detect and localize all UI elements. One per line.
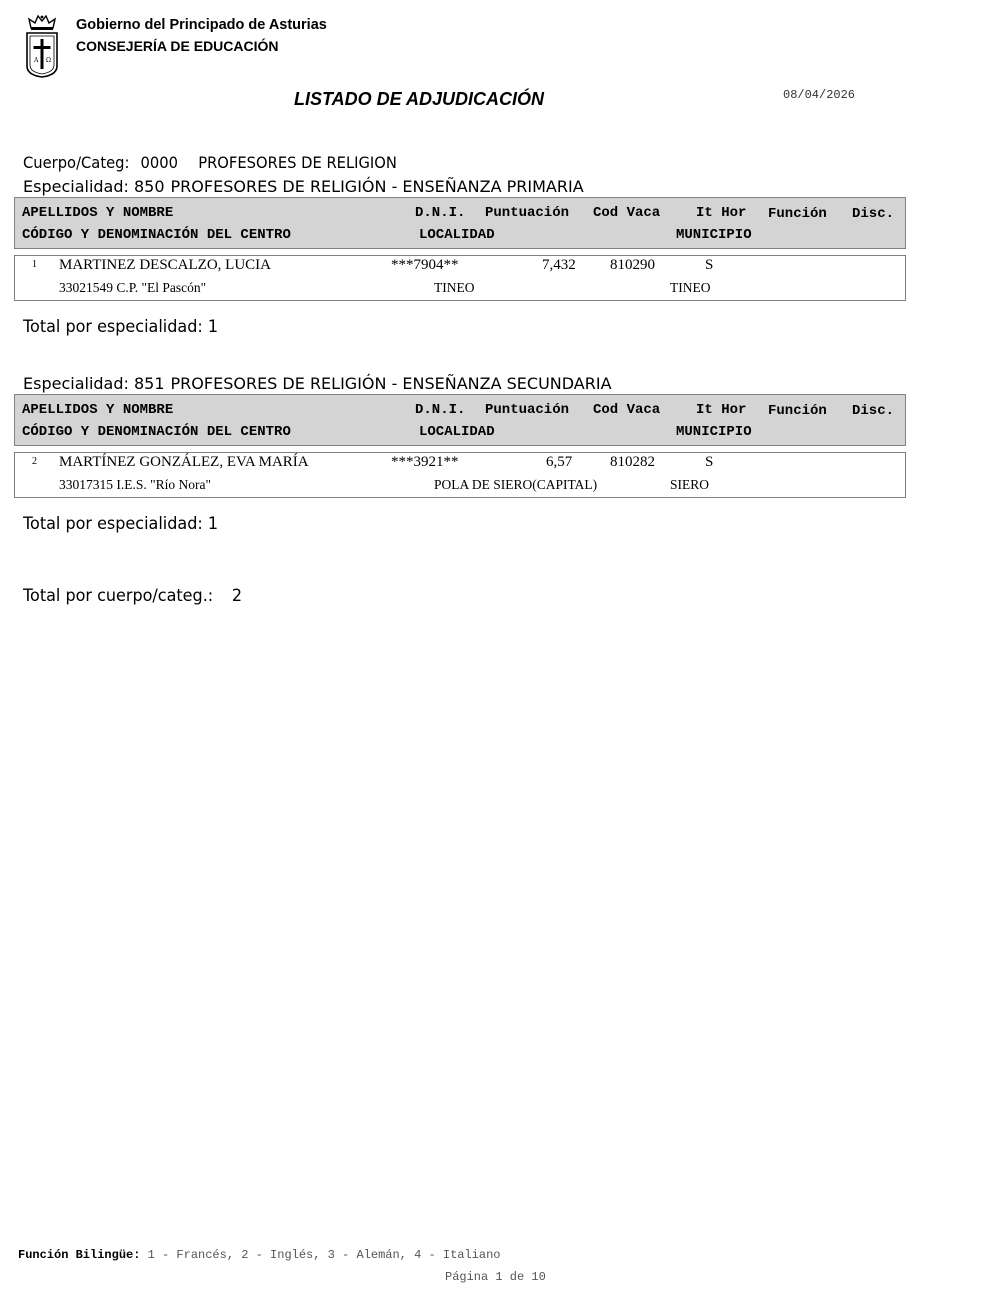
col-puntuacion: Puntuación xyxy=(485,205,570,221)
record-dni: ***7904** xyxy=(391,257,459,273)
record-cod-vaca: 810290 xyxy=(610,257,655,273)
total-cuerpo xyxy=(23,586,242,605)
especialidad-name: PROFESORES DE RELIGIÓN - ENSEÑANZA SECUNDARIA xyxy=(170,374,612,393)
total-especialidad-value: 1 xyxy=(207,317,219,336)
col-it-hor: It Hor xyxy=(696,205,747,221)
col-municipio: MUNICIPIO xyxy=(676,227,752,243)
record-centro: 33017315 I.E.S. "Río Nora" xyxy=(59,477,212,492)
cuerpo-code: 0000 xyxy=(140,153,178,172)
svg-text:Ω: Ω xyxy=(46,57,51,64)
especialidad-label: Especialidad: xyxy=(23,374,129,393)
col-dni: D.N.I. xyxy=(415,205,466,221)
total-cuerpo-label: Total por cuerpo/categ.: xyxy=(23,586,214,605)
government-name: Gobierno del Principado de Asturias xyxy=(76,17,327,33)
total-especialidad xyxy=(23,514,218,533)
col-disc: Disc. xyxy=(852,403,895,419)
footer-legend-label: Función Bilingüe: xyxy=(18,1248,141,1262)
col-cod-vaca: Cod Vaca xyxy=(593,205,661,221)
especialidad-label: Especialidad: xyxy=(23,177,129,196)
table-row xyxy=(14,255,906,301)
record-it: S xyxy=(705,257,714,273)
department-name: CONSEJERÍA DE EDUCACIÓN xyxy=(76,38,279,54)
col-localidad: LOCALIDAD xyxy=(419,424,495,440)
col-funcion: Función xyxy=(768,206,827,222)
especialidad-code: 850 xyxy=(133,177,165,196)
table-row xyxy=(14,452,906,498)
record-puntuacion: 7,432 xyxy=(542,257,576,273)
especialidad-heading xyxy=(23,177,584,196)
record-it: S xyxy=(705,454,714,470)
col-codigo-centro: CÓDIGO Y DENOMINACIÓN DEL CENTRO xyxy=(22,424,291,440)
document-date: 08/04/2026 xyxy=(783,88,856,102)
total-especialidad-label: Total por especialidad: xyxy=(23,514,203,533)
cuerpo-label: Cuerpo/Categ: xyxy=(23,153,130,172)
record-cod-vaca: 810282 xyxy=(610,454,655,470)
col-codigo-centro: CÓDIGO Y DENOMINACIÓN DEL CENTRO xyxy=(22,227,291,243)
col-apellidos: APELLIDOS Y NOMBRE xyxy=(22,205,174,221)
page-number: Página 1 de 10 xyxy=(445,1270,546,1284)
footer-legend xyxy=(18,1248,500,1262)
cuerpo-name: PROFESORES DE RELIGION xyxy=(198,153,397,172)
record-centro: 33021549 C.P. "El Pascón" xyxy=(59,280,207,295)
column-header xyxy=(14,394,906,446)
asturias-coat-of-arms-icon xyxy=(25,14,59,78)
total-especialidad xyxy=(23,317,218,336)
especialidad-heading xyxy=(23,374,612,393)
cuerpo-heading xyxy=(23,153,397,172)
col-municipio: MUNICIPIO xyxy=(676,424,752,440)
total-especialidad-label: Total por especialidad: xyxy=(23,317,203,336)
total-cuerpo-value: 2 xyxy=(231,586,243,605)
col-funcion: Función xyxy=(768,403,827,419)
record-localidad: TINEO xyxy=(434,280,475,295)
svg-text:A: A xyxy=(34,57,39,64)
especialidad-name: PROFESORES DE RELIGIÓN - ENSEÑANZA PRIMARIA xyxy=(170,177,584,196)
record-puntuacion: 6,57 xyxy=(546,454,573,470)
col-disc: Disc. xyxy=(852,206,895,222)
record-municipio: SIERO xyxy=(670,477,710,492)
document-title: LISTADO DE ADJUDICACIÓN xyxy=(294,89,545,109)
record-name: MARTÍNEZ GONZÁLEZ, EVA MARÍA xyxy=(59,454,309,470)
col-it-hor: It Hor xyxy=(696,402,747,418)
record-number: 2 xyxy=(32,456,37,467)
record-name: MARTINEZ DESCALZO, LUCIA xyxy=(59,257,271,273)
col-localidad: LOCALIDAD xyxy=(419,227,495,243)
record-dni: ***3921** xyxy=(391,454,459,470)
record-number: 1 xyxy=(32,259,37,270)
col-apellidos: APELLIDOS Y NOMBRE xyxy=(22,402,174,418)
col-dni: D.N.I. xyxy=(415,402,466,418)
column-header xyxy=(14,197,906,249)
total-especialidad-value: 1 xyxy=(207,514,219,533)
especialidad-code: 851 xyxy=(133,374,165,393)
col-puntuacion: Puntuación xyxy=(485,402,570,418)
col-cod-vaca: Cod Vaca xyxy=(593,402,661,418)
record-localidad: POLA DE SIERO(CAPITAL) xyxy=(434,477,598,492)
record-municipio: TINEO xyxy=(670,280,711,295)
footer-legend-text: 1 - Francés, 2 - Inglés, 3 - Alemán, 4 - Italiano xyxy=(147,1248,501,1262)
